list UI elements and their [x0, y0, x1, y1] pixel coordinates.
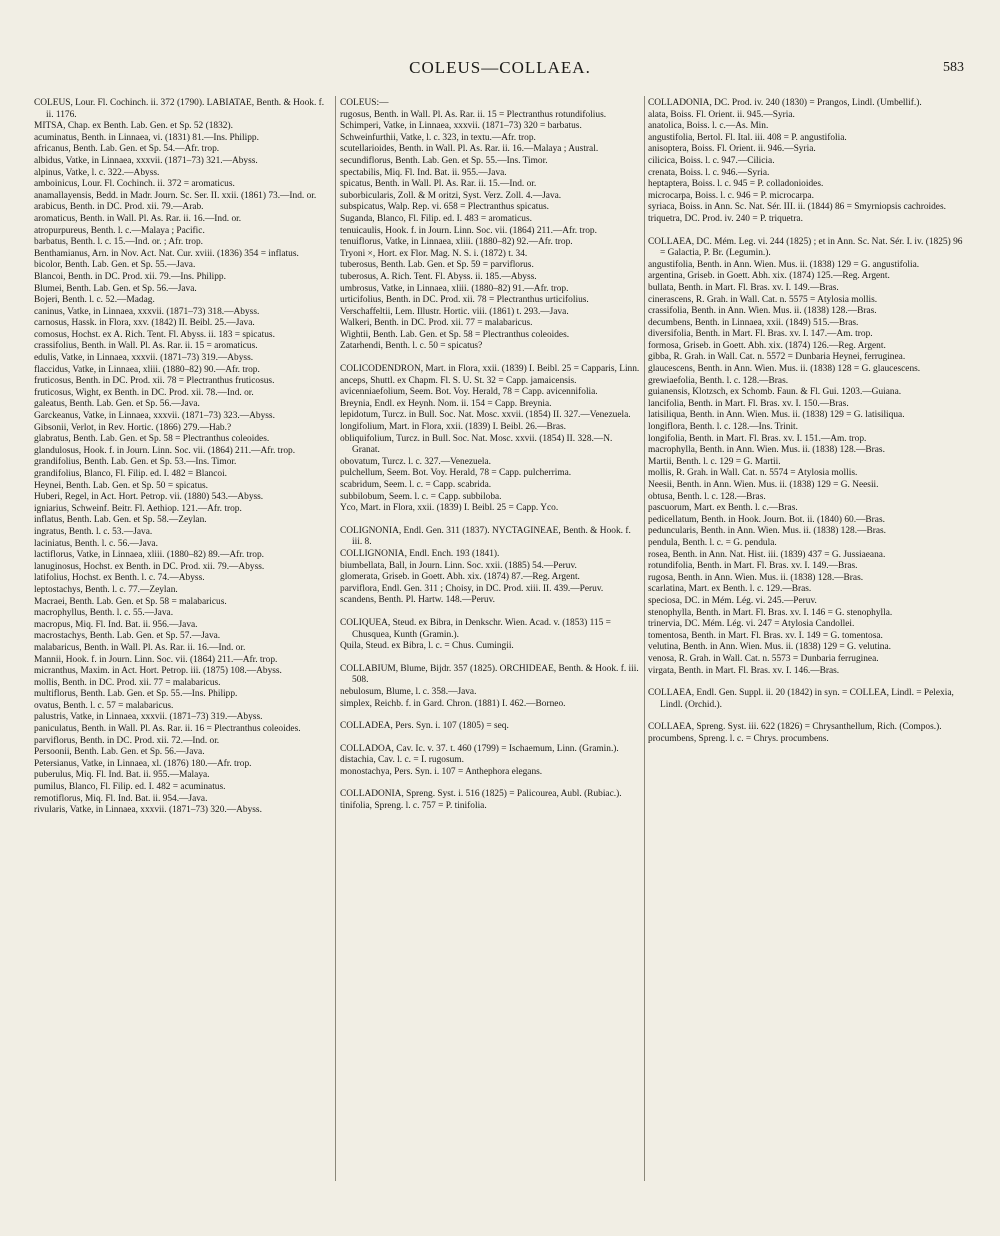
index-entry: lanuginosus, Hochst. ex Benth. in DC. Prod. xii. 79.—Abyss. [34, 561, 265, 572]
block-separator [340, 353, 640, 364]
index-entry: Blumei, Benth. Lab. Gen. et Sp. 56.—Java. [34, 283, 197, 294]
index-entry: decumbens, Benth. in Linnaea, xxii. (1849) 515.—Bras. [648, 317, 859, 328]
index-entry: pumilus, Blanco, Fl. Filip. ed. I. 482 = acuminatus. [34, 782, 226, 793]
block-separator [648, 711, 968, 722]
index-entry: macrophylla, Benth. in Ann. Wien. Mus. ii. (1838) 128.—Bras. [648, 445, 885, 456]
index-entry: obovatum, Turcz. l. c. 327.—Venezuela. [340, 456, 492, 467]
index-entry: grandifolius, Blanco, Fl. Filip. ed. I. 482 = Blancoi. [34, 469, 228, 479]
index-entry: anceps, Shuttl. ex Chapm. Fl. S. U. St. 32 = Capp. jamaicensis. [340, 375, 577, 386]
index-entry: edulis, Vatke, in Linnaea, xxxvii. (1871–73) 319.—Abyss. [34, 353, 254, 364]
index-entry: angustifolia, Bertol. Fl. Ital. iii. 408 = P. angustifolia. [648, 132, 847, 143]
index-entry: COLIQUEA, Steud. ex Bibra, in Denkschr. Wien. Acad. v. (1853) 115 = Chusquea, Kunth (Gramin.). [340, 617, 611, 640]
index-entry: puberulus, Miq. Fl. Ind. Bat. ii. 955.—Malaya. [34, 770, 210, 781]
index-entry: rosea, Benth. in Ann. Nat. Hist. iii. (1839) 437 = G. Jussiaeana. [648, 549, 886, 560]
index-entry: tinifolia, Spreng. l. c. 757 = P. tinifolia. [340, 801, 487, 812]
index-entry: lepidotum, Turcz. in Bull. Soc. Nat. Mosc. xxvii. (1854) II. 327.—Venezuela. [340, 410, 631, 421]
index-entry: inflatus, Benth. Lab. Gen. et Sp. 58.—Zeylan. [34, 515, 207, 526]
index-entry: Mannii, Hook. f. in Journ. Linn. Soc. vii. (1864) 211.—Afr. trop. [34, 654, 278, 665]
index-entry: cilicica, Boiss. l. c. 947.—Cilicia. [648, 155, 775, 166]
index-entry: Schimperi, Vatke, in Linnaea, xxxvii. (1871–73) 320 = barbatus. [340, 121, 582, 132]
index-entry: COLLAEA, Spreng. Syst. iii. 622 (1826) = Chrysanthellum, Rich. (Compos.). [648, 722, 942, 733]
index-entry: crassifolia, Benth. in Ann. Wien. Mus. ii. (1838) 128.—Bras. [648, 306, 877, 317]
index-entry: macrophyllus, Benth. l. c. 55.—Java. [34, 608, 174, 619]
index-entry: scandens, Benth. Pl. Hartw. 148.—Peruv. [340, 595, 496, 606]
index-entry: alata, Boiss. Fl. Orient. ii. 945.—Syria. [648, 109, 795, 120]
index-entry: Verschaffeltii, Lem. Illustr. Hortic. viii. (1861) t. 293.—Java. [340, 306, 569, 317]
index-entry: glabratus, Benth. Lab. Gen. et Sp. 58 = Plectranthus coleoides. [34, 434, 270, 445]
index-entry: heptaptera, Boiss. l. c. 945 = P. colladonioides. [648, 179, 824, 190]
index-entry: pascuorum, Mart. ex Benth. l. c.—Bras. [648, 503, 798, 514]
index-entry: latisiliqua, Benth. in Ann. Wien. Mus. ii. (1838) 129 = G. latisiliqua. [648, 410, 905, 421]
index-entry: COLLIGNONIA, Endl. Ench. 193 (1841). [340, 548, 500, 559]
index-entry: triquetra, DC. Prod. iv. 240 = P. triquetra. [648, 213, 803, 224]
index-entry: diversifolia, Benth. in Mart. Fl. Bras. xv. I. 147.—Am. trop. [648, 329, 873, 340]
index-entry: africanus, Benth. Lab. Gen. et Sp. 54.—Afr. trop. [34, 144, 220, 155]
column-divider [335, 96, 336, 1181]
index-entry: tuberosus, Benth. Lab. Gen. et Sp. 59 = parviflorus. [340, 260, 534, 271]
index-entry: scutellarioides, Benth. in Wall. Pl. As. Rar. ii. 16.—Malaya ; Austral. [340, 144, 599, 155]
index-entry: glandulosus, Hook. f. in Journ. Linn. Soc. vii. (1864) 211.—Afr. trop. [34, 445, 296, 456]
block-separator [340, 515, 640, 526]
index-entry: Benthamianus, Arn. in Nov. Act. Nat. Cur. xviii. (1836) 354 = inflatus. [34, 248, 299, 259]
column-1 [34, 98, 330, 1223]
index-entry: subbilobum, Seem. l. c. = Capp. subbiloba. [340, 491, 502, 502]
index-entry: Neesii, Benth. in Ann. Wien. Mus. ii. (1838) 129 = G. Neesii. [648, 480, 879, 490]
index-entry: remotiflorus, Miq. Fl. Ind. Bat. ii. 954.—Java. [34, 793, 208, 804]
index-entry: longiflora, Benth. l. c. 128.—Ins. Trinit. [648, 422, 798, 433]
index-entry: longifolium, Mart. in Flora, xxii. (1839) I. Beibl. 26.—Bras. [340, 422, 567, 433]
index-entry: COLLAEA, Endl. Gen. Suppl. ii. 20 (1842) in syn. = COLLEA, Lindl. = Pelexia, Lindl. (Orchid.). [648, 688, 954, 710]
index-entry: venosa, R. Grah. in Wall. Cat. n. 5573 = Dunbaria ferruginea. [648, 653, 879, 664]
running-title: COLEUS—COLLAEA. [409, 58, 591, 77]
index-entry: Gibsonii, Verlot, in Rev. Hortic. (1866) 279.—Hab.? [34, 422, 232, 433]
index-entry: lactiflorus, Vatke, in Linnaea, xliii. (1880–82) 89.—Afr. trop. [34, 550, 264, 561]
index-entry: glaucescens, Benth. in Ann. Wien. Mus. ii. (1838) 128 = G. glaucescens. [648, 364, 921, 375]
index-entry: Suganda, Blanco, Fl. Filip. ed. I. 483 = aromaticus. [340, 213, 532, 224]
index-entry: guianensis, Klotzsch, ex Schomb. Faun. & Fl. Gui. 1203.—Guiana. [648, 387, 902, 398]
block-separator [648, 226, 968, 237]
index-entry: procumbens, Spreng. l. c. = Chrys. procumbens. [648, 733, 829, 744]
index-entry: lancifolia, Benth. in Mart. Fl. Bras. xv. I. 150.—Bras. [648, 398, 849, 409]
index-entry: ingratus, Benth. l. c. 53.—Java. [34, 526, 153, 537]
index-entry: Yco, Mart. in Flora, xxii. (1839) I. Beibl. 25 = Capp. Yco. [340, 503, 559, 514]
index-entry: Martii, Benth. l. c. 129 = G. Martii. [648, 456, 781, 467]
index-entry: tuberosus, A. Rich. Tent. Fl. Abyss. ii. 185.—Abyss. [340, 271, 537, 282]
index-entry: spicatus, Benth. in Wall. Pl. As. Rar. ii. 15.—Ind. or. [340, 179, 537, 190]
index-entry: aromaticus, Benth. in Wall. Pl. As. Rar. ii. 16.—Ind. or. [34, 213, 242, 224]
index-entry: micranthus, Maxim. in Act. Hort. Petrop. iii. (1875) 108.—Abyss. [34, 666, 282, 677]
index-entry: Quila, Steud. ex Bibra, l. c. = Chus. Cumingii. [340, 641, 514, 652]
index-entry: tomentosa, Benth. in Mart. Fl. Bras. xv. I. 149 = G. tomentosa. [648, 630, 883, 641]
index-entry: Huberi, Regel, in Act. Hort. Petrop. vii. (1880) 543.—Abyss. [34, 492, 264, 503]
index-entry: distachia, Cav. l. c. = I. rugosum. [340, 755, 464, 766]
index-entry: amboinicus, Lour. Fl. Cochinch. ii. 372 = aromaticus. [34, 179, 235, 190]
index-entry: grewiaefolia, Benth. l. c. 128.—Bras. [648, 375, 789, 386]
page-number: 583 [943, 60, 964, 75]
index-entry: crenata, Boiss. l. c. 946.—Syria. [648, 167, 770, 178]
index-entry: mollis, Benth. in DC. Prod. xii. 77 = malabaricus. [34, 677, 221, 688]
index-entry: umbrosus, Vatke, in Linnaea, xliii. (1880–82) 91.—Afr. trop. [340, 283, 569, 294]
index-entry: suborbicularis, Zoll. & M oritzi, Syst. Verz. Zoll. 4.—Java. [340, 190, 562, 201]
index-entry: mollis, R. Grah. in Wall. Cat. n. 5574 = Atylosia mollis. [648, 468, 858, 479]
index-entry: leptostachys, Benth. l. c. 77.—Zeylan. [34, 584, 178, 595]
index-entry: tenuicaulis, Hook. f. in Journ. Linn. Soc. vii. (1864) 211.—Afr. trop. [340, 225, 597, 236]
index-entry: biumbellata, Ball, in Journ. Linn. Soc. xxii. (1885) 54.—Peruv. [340, 560, 577, 571]
index-entry: rugosa, Benth. in Ann. Wien. Mus. ii. (1838) 128.—Bras. [648, 572, 864, 583]
index-entry: COLLAEA, DC. Mém. Leg. vi. 244 (1825) ; et in Ann. Sc. Nat. Sér. I. iv. (1825) 96 = Galactia, P. Br. (Legumin.). [648, 236, 963, 259]
index-entry: COLICODENDRON, Mart. in Flora, xxii. (1839) I. Beibl. 25 = Capparis, Linn. [340, 364, 640, 375]
index-entry: comosus, Hochst. ex A. Rich. Tent. Fl. Abyss. ii. 183 = spicatus. [34, 329, 275, 340]
index-entry: barbatus, Benth. l. c. 15.—Ind. or. ; Afr. trop. [34, 237, 203, 248]
index-entry: fruticosus, Benth. in DC. Prod. xii. 78 = Plectranthus fruticosus. [34, 376, 275, 387]
index-entry: acuminatus, Benth. in Linnaea, vi. (1831) 81.—Ins. Philipp. [34, 132, 259, 143]
index-entry: Heynei, Benth. Lab. Gen. et Sp. 50 = spicatus. [34, 480, 209, 491]
index-entry: pendula, Benth. l. c. = G. pendula. [648, 537, 777, 548]
index-entry: paniculatus, Benth. in Wall. Pl. As. Rar. ii. 16 = Plectranthus coleoides. [34, 724, 301, 735]
index-entry: pulchellum, Seem. Bot. Voy. Herald, 78 = Capp. pulcherrima. [340, 468, 572, 479]
index-entry: MITSA, Chap. ex Benth. Lab. Gen. et Sp. 52 (1832). [34, 121, 233, 132]
index-entry: scarlatina, Mart. ex Benth. l. c. 129.—Bras. [648, 584, 812, 595]
index-entry: Persoonii, Benth. Lab. Gen. et Sp. 56.—Java. [34, 747, 205, 758]
index-entry: rotundifolia, Benth. in Mart. Fl. Bras. xv. I. 149.—Bras. [648, 561, 858, 572]
index-entry: Blancoi, Benth. in DC. Prod. xii. 79.—Ins. Philipp. [34, 271, 226, 282]
index-entry: COLEUS, Lour. Fl. Cochinch. ii. 372 (1790). LABIATAE, Benth. & Hook. f. ii. 1176. [34, 98, 325, 120]
block-separator [340, 710, 640, 721]
index-entry: parviflora, Endl. Gen. 311 ; Choisy, in DC. Prod. xiii. II. 439.—Peruv. [340, 583, 604, 594]
index-entry: ovatus, Benth. l. c. 57 = malabaricus. [34, 700, 174, 711]
index-entry: anisoptera, Boiss. Fl. Orient. ii. 946.—Syria. [648, 144, 816, 155]
index-entry: Bojeri, Benth. l. c. 52.—Madag. [34, 295, 155, 306]
index-entry: malabaricus, Benth. in Wall. Pl. As. Rar. ii. 16.—Ind. or. [34, 642, 246, 653]
index-entry: parviflorus, Benth. in DC. Prod. xii. 72.—Ind. or. [34, 735, 220, 746]
index-entry: tenuiflorus, Vatke, in Linnaea, xliii. (1880–82) 92.—Afr. trop. [340, 237, 573, 248]
index-entry: microcarpa, Boiss. l. c. 946 = P. microcarpa. [648, 190, 814, 201]
index-entry: cinerascens, R. Grah. in Wall. Cat. n. 5575 = Atylosia mollis. [648, 294, 878, 305]
index-entry: stenophylla, Benth. in Mart. Fl. Bras. xv. I. 146 = G. stenophylla. [648, 607, 893, 618]
index-entry: grandifolius, Benth. Lab. Gen. et Sp. 53.—Ins. Timor. [34, 457, 237, 468]
index-entry: glomerata, Griseb. in Goett. Abh. xix. (1874) 87.—Reg. Argent. [340, 572, 580, 583]
index-entry: longifolia, Benth. in Mart. Fl. Bras. xv. I. 151.—Am. trop. [648, 433, 867, 444]
index-entry: latifolius, Hochst. ex Benth. l. c. 74.—Abyss. [34, 573, 205, 584]
index-entry: flaccidus, Vatke, in Linnaea, xliii. (1880–82) 90.—Afr. trop. [34, 364, 260, 375]
index-entry: trinervia, DC. Mém. Lég. vi. 247 = Atylosia Candollei. [648, 619, 855, 630]
index-entry: urticifolius, Benth. in DC. Prod. xii. 78 = Plectranthus urticifolius. [340, 295, 589, 306]
index-entry: anamallayensis, Bedd. in Madr. Journ. Sc. Ser. II. xxii. (1861) 73.—Ind. or. [34, 190, 317, 201]
index-entry: Breynia, Endl. ex Heynh. Nom. ii. 154 = Capp. Breynia. [340, 398, 552, 409]
index-entry: bicolor, Benth. Lab. Gen. et Sp. 55.—Java. [34, 260, 196, 271]
index-entry: virgata, Benth. in Mart. Fl. Bras. xv. I. 146.—Bras. [648, 665, 840, 676]
block-separator [340, 653, 640, 664]
index-entry: palustris, Vatke, in Linnaea, xxxvii. (1871–73) 319.—Abyss. [34, 712, 263, 723]
index-entry: Zatarhendi, Benth. l. c. 50 = spicatus? [340, 341, 483, 352]
index-entry: albidus, Vatke, in Linnaea, xxxvii. (1871–73) 321.—Abyss. [34, 155, 258, 166]
index-entry: crassifolius, Benth. in Wall. Pl. As. Rar. ii. 15 = aromaticus. [34, 341, 258, 352]
index-entry: argentina, Griseb. in Goett. Abh. xix. (1874) 125.—Reg. Argent. [648, 271, 890, 282]
index-entry: COLIGNONIA, Endl. Gen. 311 (1837). NYCTAGINEAE, Benth. & Hook. f. iii. 8. [340, 525, 631, 548]
index-entry: Macraei, Benth. Lab. Gen. et Sp. 58 = malabaricus. [34, 596, 227, 607]
index-entry: syriaca, Boiss. in Ann. Sc. Nat. Sér. III. ii. (1844) 86 = Smyrniopsis cachroides. [648, 202, 946, 213]
index-entry: formosa, Griseb. in Goett. Abh. xix. (1874) 126.—Reg. Argent. [648, 340, 886, 351]
index-entry: gibba, R. Grah. in Wall. Cat. n. 5572 = Dunbaria Heynei, ferruginea. [648, 352, 906, 363]
index-entry: alpinus, Vatke, l. c. 322.—Abyss. [34, 167, 160, 178]
column-divider [644, 96, 645, 1181]
index-entry: atropurpureus, Benth. l. c.—Malaya ; Pacific. [34, 225, 205, 236]
index-entry: caninus, Vatke, in Linnaea, xxxvii. (1871–73) 318.—Abyss. [34, 306, 260, 317]
index-entry: carnosus, Hassk. in Flora, xxv. (1842) II. Beibl. 25.—Java. [34, 318, 255, 329]
index-entry: COLLADOA, Cav. Ic. v. 37. t. 460 (1799) = Ischaemum, Linn. (Gramin.). [340, 743, 619, 754]
index-entry: secundiflorus, Benth. Lab. Gen. et Sp. 55.—Ins. Timor. [340, 155, 548, 166]
index-entry: Schweinfurthii, Vatke, l. c. 323, in textu.—Afr. trop. [340, 132, 536, 143]
block-separator [340, 607, 640, 618]
index-entry: speciosa, DC. in Mém. Lég. vi. 245.—Peruv. [648, 595, 817, 606]
block-separator [340, 733, 640, 744]
block-separator [648, 677, 968, 688]
index-entry: obtusa, Benth. l. c. 128.—Bras. [648, 491, 766, 502]
index-entry: Garckeanus, Vatke, in Linnaea, xxxvii. (1871–73) 323.—Abyss. [34, 411, 275, 422]
index-entry: obliquifolium, Turcz. in Bull. Soc. Nat. Mosc. xxvii. (1854) II. 328.—N. Granat. [340, 433, 613, 456]
index-entry: Walkeri, Benth. in DC. Prod. xii. 77 = malabaricus. [340, 318, 533, 329]
index-entry: monostachya, Pers. Syn. i. 107 = Anthephora elegans. [340, 766, 543, 777]
index-entry: igniarius, Schweinf. Beitr. Fl. Aethiop. 121.—Afr. trop. [34, 503, 242, 514]
column-2 [340, 98, 640, 1223]
index-entry: COLLADEA, Pers. Syn. i. 107 (1805) = seq. [340, 721, 509, 732]
index-entry: macrostachys, Benth. Lab. Gen. et Sp. 57.—Java. [34, 631, 221, 642]
block-separator [340, 778, 640, 789]
index-entry: scabridum, Seem. l. c. = Capp. scabrida. [340, 480, 492, 490]
index-entry: Tryoni ×, Hort. ex Flor. Mag. N. S. i. (1872) t. 34. [340, 248, 528, 259]
index-entry: fruticosus, Wight, ex Benth. in DC. Prod. xii. 78.—Ind. or. [34, 387, 254, 398]
index-entry: simplex, Reichb. f. in Gard. Chron. (1881) I. 462.—Borneo. [340, 698, 566, 709]
column-3 [648, 98, 968, 1223]
index-entry: multiflorus, Benth. Lab. Gen. et Sp. 55.—Ins. Philipp. [34, 689, 238, 700]
index-entry: angustifolia, Benth. in Ann. Wien. Mus. ii. (1838) 129 = G. angustifolia. [648, 259, 920, 270]
index-entry: COLLADONIA, Spreng. Syst. i. 516 (1825) = Palicourea, Aubl. (Rubiac.). [340, 789, 622, 800]
index-entry: subspicatus, Walp. Rep. vi. 658 = Plectranthus spicatus. [340, 202, 550, 213]
index-entry: rivularis, Vatke, in Linnaea, xxxvii. (1871–73) 320.—Abyss. [34, 805, 262, 816]
index-entry: nebulosum, Blume, l. c. 358.—Java. [340, 686, 477, 697]
index-entry: COLLADONIA, DC. Prod. iv. 240 (1830) = Prangos, Lindl. (Umbellif.). [648, 98, 922, 108]
index-entry: Wightii, Benth. Lab. Gen. et Sp. 58 = Plectranthus coleoides. [340, 329, 570, 340]
index-entry: peduncularis, Benth. in Ann. Wien. Mus. ii. (1838) 128.—Bras. [648, 526, 886, 537]
index-entry: bullata, Benth. in Mart. Fl. Bras. xv. I. 149.—Bras. [648, 282, 839, 293]
index-entry: arabicus, Benth. in DC. Prod. xii. 79.—Arab. [34, 202, 204, 213]
index-entry: rugosus, Benth. in Wall. Pl. As. Rar. ii. 15 = Plectranthus rotundifolius. [340, 109, 607, 120]
index-entry: COLLABIUM, Blume, Bijdr. 357 (1825). ORCHIDEAE, Benth. & Hook. f. iii. 508. [340, 663, 639, 686]
index-entry: COLEUS:— [340, 98, 389, 108]
index-entry: galeatus, Benth. Lab. Gen. et Sp. 56.—Java. [34, 399, 200, 410]
index-entry: avicenniaefolium, Seem. Bot. Voy. Herald, 78 = Capp. avicennifolia. [340, 387, 598, 398]
index-entry: spectabilis, Miq. Fl. Ind. Bat. ii. 955.—Java. [340, 167, 507, 178]
index-entry: pedicellatum, Benth. in Hook. Journ. Bot. ii. (1840) 60.—Bras. [648, 514, 885, 525]
index-entry: laciniatus, Benth. l. c. 56.—Java. [34, 538, 158, 549]
index-entry: anatolica, Boiss. l. c.—As. Min. [648, 121, 769, 132]
index-entry: macropus, Miq. Fl. Ind. Bat. ii. 956.—Java. [34, 619, 198, 630]
page-header [0, 58, 1000, 82]
index-entry: Petersianus, Vatke, in Linnaea, xl. (1876) 180.—Afr. trop. [34, 758, 252, 769]
index-entry: velutina, Benth. in Ann. Wien. Mus. ii. (1838) 129 = G. velutina. [648, 642, 891, 653]
